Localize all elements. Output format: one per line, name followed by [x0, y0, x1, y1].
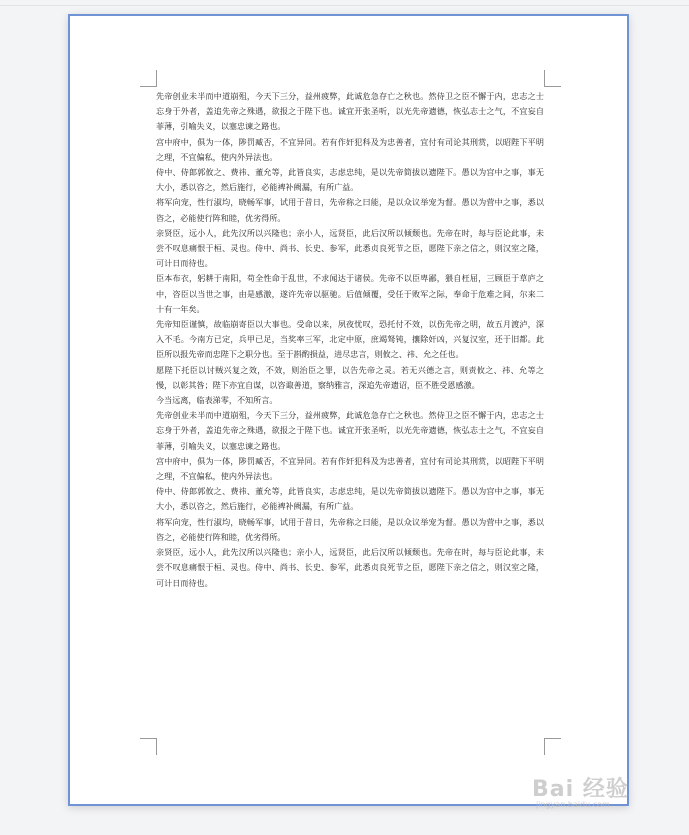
paragraph: 将军向宠，性行淑均，晓畅军事，试用于昔日，先帝称之曰能，是以众议举宠为督。愚以为营中之事，悉以咨之，必能使行阵和睦，优劣得所。: [156, 197, 544, 223]
paragraph: 亲贤臣，远小人，此先汉所以兴隆也；亲小人，远贤臣，此后汉所以倾颓也。先帝在时，每与臣论此事，未尝不叹息痛恨于桓、灵也。侍中、尚书、长史、参军，此悉贞良死节之臣，愿陛下亲之信之，则汉室之隆，可计日而待也。: [156, 227, 544, 269]
margin-mark-top-right: [544, 70, 561, 87]
margin-mark-bottom-right: [544, 738, 561, 755]
paragraph: 将军向宠，性行淑均，晓畅军事，试用于昔日，先帝称之曰能，是以众议举宠为督。愚以为营中之事，悉以咨之，必能使行阵和睦，优劣得所。: [156, 516, 544, 542]
paragraph: 侍中、侍郎郭攸之、费祎、董允等，此皆良实，志虑忠纯，是以先帝简拔以遗陛下。愚以为宫中之事，事无大小，悉以咨之，然后施行，必能裨补阙漏，有所广益。: [156, 167, 544, 193]
paragraph: 先帝创业未半而中道崩殂，今天下三分，益州疲弊，此诚危急存亡之秋也。然侍卫之臣不懈于内，忠志之士忘身于外者，盖追先帝之殊遇，欲报之于陛下也。诚宜开张圣听，以光先帝遗德，恢弘志士之气，不宜妄自菲薄，引喻失义，以塞忠谏之路也。: [156, 91, 544, 132]
margin-mark-top-left: [140, 70, 157, 87]
paragraph: 先帝创业未半而中道崩殂，今天下三分，益州疲弊，此诚危急存亡之秋也。然侍卫之臣不懈于内，忠志之士忘身于外者，盖追先帝之殊遇，欲报之于陛下也。诚宜开张圣听，以光先帝遗德，恢弘志士之气，不宜妄自菲薄，引喻失义，以塞忠谏之路也。: [156, 410, 544, 451]
top-divider: [0, 5, 689, 6]
paragraph: 先帝知臣谨慎，故临崩寄臣以大事也。受命以来，夙夜忧叹，恐托付不效，以伤先帝之明，故五月渡泸，深入不毛。今南方已定，兵甲已足，当奖率三军，北定中原，庶竭驽钝，攘除奸凶，兴复汉室，还于旧都。此臣所以报先帝而忠陛下之职分也。至于斟酌损益，进尽忠言，则攸之、祎、允之任也。: [156, 319, 544, 360]
document-body[interactable]: [156, 89, 544, 591]
paragraph: 亲贤臣，远小人，此先汉所以兴隆也；亲小人，远贤臣，此后汉所以倾颓也。先帝在时，每与臣论此事，未尝不叹息痛恨于桓、灵也。侍中、尚书、长史、参军，此悉贞良死节之臣，愿陛下亲之信之，则汉室之隆，可计日而待也。: [156, 547, 544, 588]
paragraph: 愿陛下托臣以讨贼兴复之效，不效，则治臣之罪，以告先帝之灵。若无兴德之言，则责攸之、祎、允等之慢，以彰其咎；陛下亦宜自谋，以咨诹善道，察纳雅言，深追先帝遗诏，臣不胜受恩感激。: [156, 364, 544, 390]
paragraph: 宫中府中，俱为一体，陟罚臧否，不宜异同。若有作奸犯科及为忠善者，宜付有司论其刑赏，以昭陛下平明之理，不宜偏私，使内外异法也。: [156, 136, 544, 162]
watermark-logo: Bai 经验: [532, 777, 629, 802]
paragraph: 今当远离，临表涕零，不知所言。: [156, 395, 278, 406]
paragraph: 宫中府中，俱为一体，陟罚臧否，不宜异同。若有作奸犯科及为忠善者，宜付有司论其刑赏，以昭陛下平明之理，不宜偏私，使内外异法也。: [156, 455, 544, 482]
margin-mark-bottom-left: [140, 738, 157, 755]
document-page[interactable]: [68, 14, 629, 806]
watermark-url: jingyan.baidu.com: [536, 800, 610, 809]
baidu-jingyan-watermark: [532, 772, 629, 809]
paragraph: 侍中、侍郎郭攸之、费祎、董允等，此皆良实，志虑忠纯，是以先帝简拔以遗陛下。愚以为宫中之事，事无大小，悉以咨之，然后施行，必能裨补阙漏，有所广益。: [156, 486, 544, 512]
paragraph: 臣本布衣，躬耕于南阳，苟全性命于乱世，不求闻达于诸侯。先帝不以臣卑鄙，猥自枉屈，三顾臣于草庐之中，咨臣以当世之事，由是感激，遂许先帝以驱驰。后值倾覆，受任于败军之际，奉命于危难之间，尔来二十有一年矣。: [156, 273, 544, 314]
